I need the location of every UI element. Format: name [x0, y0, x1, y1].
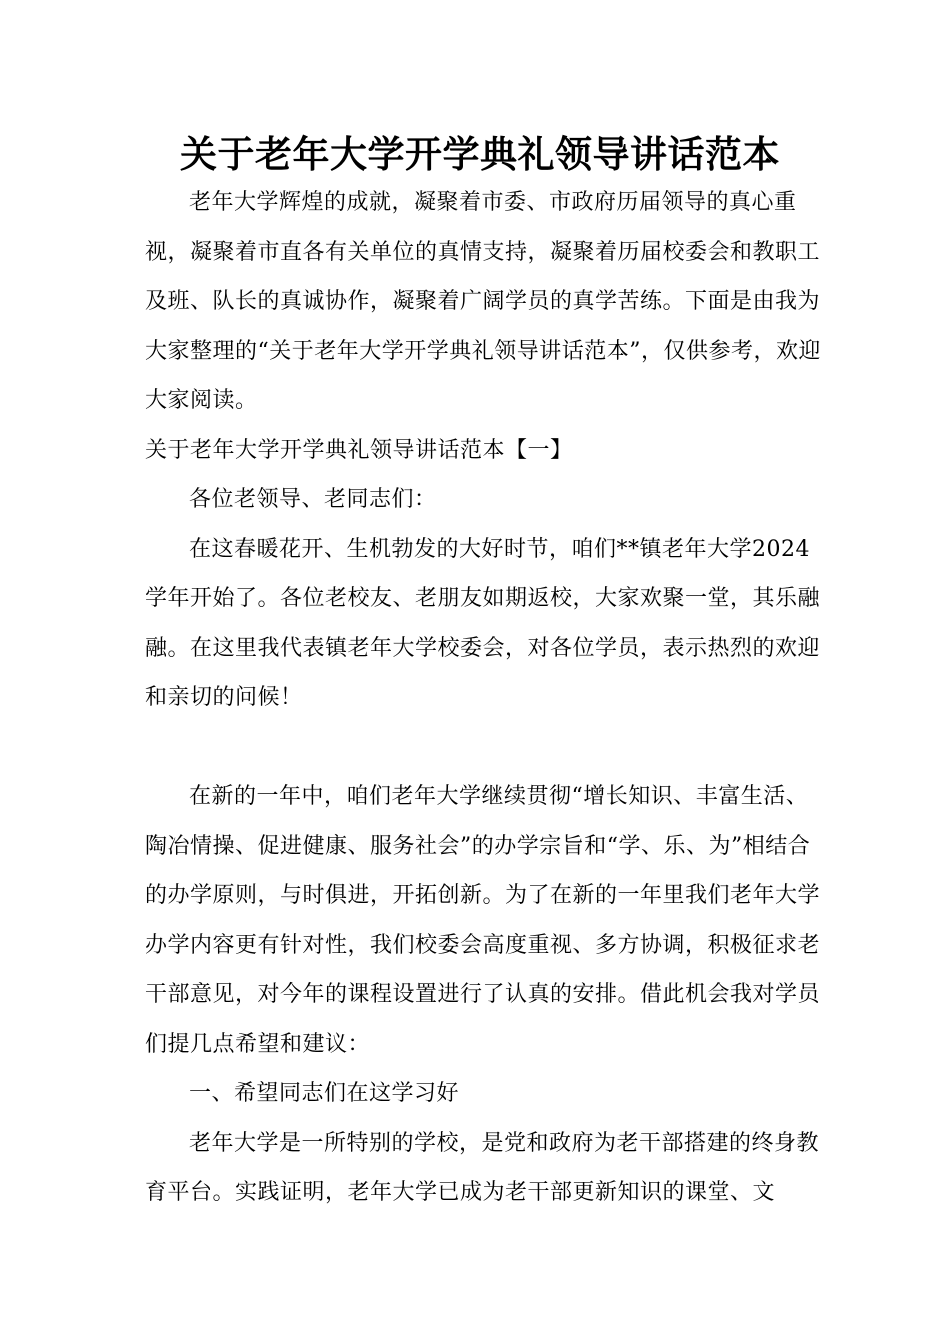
document-page — [145, 120, 825, 1218]
document-body — [145, 178, 825, 1218]
body-paragraph-3: 老年大学是一所特别的学校，是党和政府为老干部搭建的终身教育平台。实践证明，老年大学已成为老干部更新知识的课堂、文 — [145, 1130, 820, 1205]
greeting-paragraph: 各位老领导、老同志们： — [189, 487, 437, 512]
document-title: 关于老年大学开学典礼领导讲话范本 — [180, 133, 780, 176]
body-paragraph-1: 在这春暖花开、生机勃发的大好时节，咱们**镇老年大学2024学年开始了。各位老校友、老朋友如期返校，大家欢聚一堂，其乐融融。在这里我代表镇老年大学校委会，对各位学员，表示热烈的欢迎和亲切的问候！ — [145, 536, 821, 710]
body-paragraph-2: 在新的一年中，咱们老年大学继续贯彻“增长知识、丰富生活、陶冶情操、促进健康、服务社会”的办学宗旨和“学、乐、为”相结合的办学原则，与时俱进，开拓创新。为了在新的一年里我们老年大学办学内容更有针对性，我们校委会高度重视、多方协调，积极征求老干部意见，对今年的课程设置进行了认真的安排。借此机会我对学员们提几点希望和建议： — [145, 784, 821, 1057]
intro-paragraph: 老年大学辉煌的成就，凝聚着市委、市政府历届领导的真心重视，凝聚着市直各有关单位的真情支持，凝聚着历届校委会和教职工及班、队长的真诚协作，凝聚着广阔学员的真学苦练。下面是由我为大家整理的“关于老年大学开学典礼领导讲话范本”，仅供参考，欢迎大家阅读。 — [145, 190, 821, 413]
point-1-heading: 一、希望同志们在这学习好 — [189, 1081, 460, 1106]
section-heading: 关于老年大学开学典礼领导讲话范本【一】 — [145, 437, 573, 463]
